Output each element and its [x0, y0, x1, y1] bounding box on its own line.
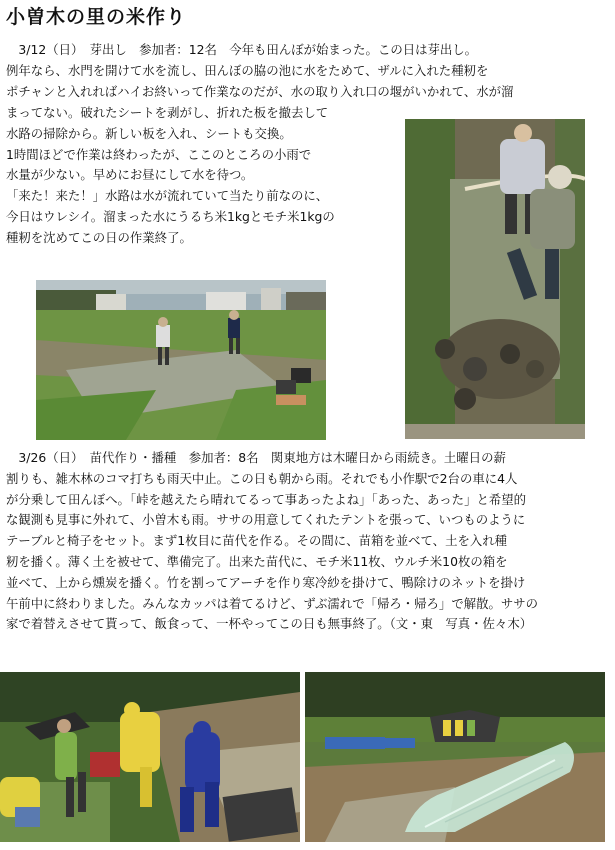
page-title: 小曽木の里の米作り: [6, 6, 187, 28]
text-line: 割りも、雑木林のコマ打ちも雨天中止。この日も朝から雨。それでも小作駅で2台の車に4人: [6, 470, 518, 486]
photo-water-channel: [405, 119, 585, 439]
text-line: な観測も見事に外れて、小曽木も雨。ササの用意してくれたテントを張って、いつものように: [6, 512, 526, 528]
text-line: 「来た！来た！」水路は水が流れていて当たり前なのに、: [6, 188, 329, 204]
text-line: 家で着替えさせて貰って、飯食って、一杯やってこの日も無事終了。（文・東 写真・佐々木）: [6, 616, 533, 632]
section1-body: [6, 103, 406, 249]
text-line: ポチャンと入れればハイお終いって作業なのだが、水の取り入れ口の堰がいかれて、水が溜: [6, 83, 514, 99]
section2-body: [6, 448, 610, 635]
text-line: 水量が少ない。早めにお昼にして水を待つ。: [6, 167, 254, 183]
text-line: テーブルと椅子をセット。まず1枚目に苗代を作る。その間に、苗箱を並べて、土を入れ種: [6, 533, 508, 549]
text-line: が分乗して田んぼへ。「峠を越えたら晴れてるって事あったよね」「あった、あった」と希望的: [6, 491, 527, 507]
text-line: 水路の掃除から。新しい板を入れ、シートも交換。: [6, 125, 292, 141]
text-line: 種籾を沈めてこの日の作業終了。: [6, 229, 192, 245]
text-line: 午前中に終わりました。みんなカッパは着てるけど、ずぶ濡れで「帰ろ・帰ろ」で解散。ササの: [6, 595, 539, 611]
photo-field-work: [36, 280, 326, 440]
section1-intro: [6, 40, 606, 102]
text-line: 籾を播く。薄く土を被せて、準備完了。出来た苗代に、モチ米11枚、ウルチ米10枚の箱を: [6, 553, 508, 569]
text-line: 並べて、上から燻炭を播く。竹を割ってアーチを作り寒冷紗を掛けて、鴨除けのネットを掛け: [6, 574, 526, 590]
photo-rain-workers: [0, 672, 300, 842]
text-line: 今日はウレシイ。溜まった水にうるち米1kgとモチ米1kgの: [6, 208, 335, 224]
text-line: 例年なら、水門を開けて水を流し、田んぼの脇の池に水をためて、ザルに入れた種籾を: [6, 62, 489, 78]
text-line: 3/12（日） 芽出し 参加者：12名 今年も田んぼが始まった。この日は芽出し。: [6, 42, 478, 57]
text-line: 3/26（日） 苗代作り・播種 参加者：8名 関東地方は木曜日から雨続き。土曜日の薪: [6, 450, 506, 465]
photo-tunnel-seedbed: [305, 672, 605, 842]
text-line: 1時間ほどで作業は終わったが、ここのところの小雨で: [6, 146, 312, 162]
text-line: まってない。破れたシートを剥がし、折れた板を撤去して: [6, 105, 329, 120]
